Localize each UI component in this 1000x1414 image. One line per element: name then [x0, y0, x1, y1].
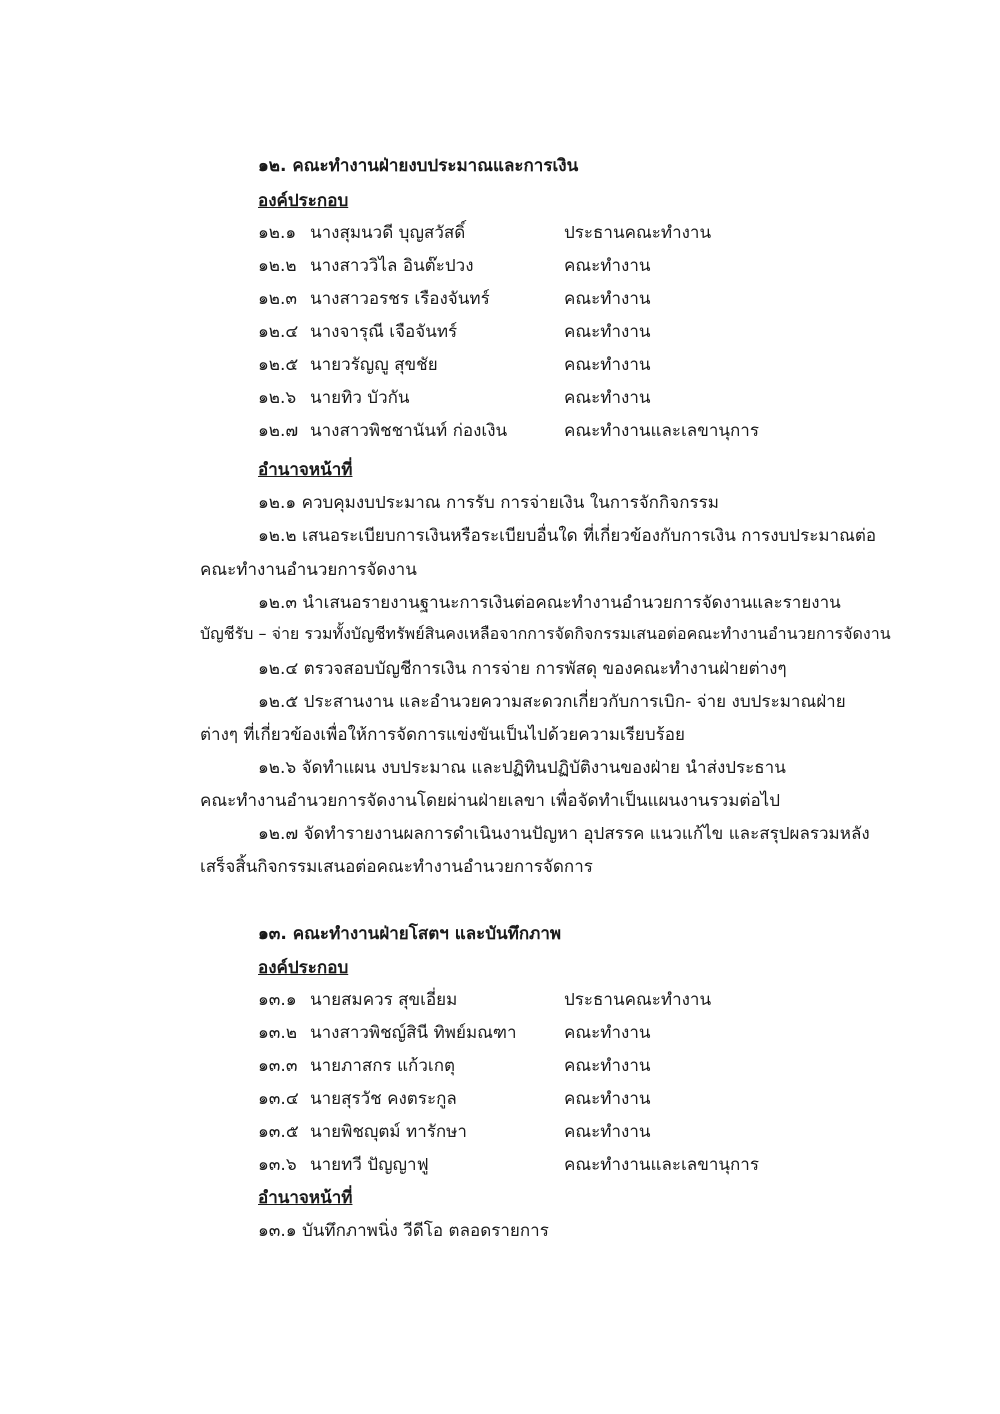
duty-line: เสร็จสิ้นกิจกรรมเสนอต่อคณะทำงานอำนวยการจัดการ	[200, 857, 593, 877]
member-role: คณะทำงานและเลขานุการ	[564, 1155, 759, 1175]
duty-line: ๑๒.๑ ควบคุมงบประมาณ การรับ การจ่ายเงิน ในการจักกิจกรรม	[258, 493, 719, 513]
member-row	[258, 1151, 958, 1177]
member-role: คณะทำงาน	[564, 1056, 651, 1076]
member-row	[258, 1118, 958, 1144]
member-name: นายสมควร สุขเอี่ยม	[310, 990, 458, 1010]
member-row	[258, 1052, 958, 1078]
duty-line: คณะทำงานอำนวยการจัดงาน	[200, 560, 417, 580]
member-number: ๑๓.๓	[258, 1056, 298, 1076]
duty-line: ต่างๆ ที่เกี่ยวข้องเพื่อให้การจัดการแข่งขันเป็นไปด้วยความเรียบร้อย	[200, 725, 685, 745]
member-number: ๑๒.๖	[258, 388, 297, 408]
duty-line: คณะทำงานอำนวยการจัดงานโดยผ่านฝ่ายเลขา เพื่อจัดทำเป็นแผนงานรวมต่อไป	[200, 791, 781, 811]
section-13-heading: ๑๓. คณะทำงานฝ่ายโสตฯ และบันทึกภาพ	[258, 924, 562, 944]
member-number: ๑๒.๑	[258, 223, 297, 243]
duty-line: ๑๒.๔ ตรวจสอบบัญชีการเงิน การจ่าย การพัสดุ ของคณะทำงานฝ่ายต่างๆ	[258, 659, 787, 679]
member-role: ประธานคณะทำงาน	[564, 990, 712, 1010]
member-name: นายสุรวัช คงตระกูล	[310, 1089, 457, 1109]
member-name: นายทวี ปัญญาฟู	[310, 1155, 429, 1175]
member-row	[258, 318, 958, 344]
duty-line: ๑๓.๑ บันทึกภาพนิ่ง วีดีโอ ตลอดรายการ	[258, 1221, 549, 1241]
member-role: คณะทำงานและเลขานุการ	[564, 421, 759, 441]
member-number: ๑๒.๔	[258, 322, 299, 342]
member-row	[258, 417, 958, 443]
member-role: คณะทำงาน	[564, 1122, 651, 1142]
member-name: นายภาสกร แก้วเกตุ	[310, 1056, 456, 1076]
member-number: ๑๒.๕	[258, 355, 299, 375]
member-row	[258, 1085, 958, 1111]
member-number: ๑๒.๓	[258, 289, 298, 309]
duty-line: ๑๒.๕ ประสานงาน และอำนวยความสะดวกเกี่ยวกับการเบิก- จ่าย งบประมาณฝ่าย	[258, 692, 846, 712]
member-number: ๑๒.๒	[258, 256, 297, 276]
member-name: นางสาวพิชชานันท์ ก่องเงิน	[310, 421, 508, 441]
member-number: ๑๓.๔	[258, 1089, 299, 1109]
member-number: ๑๓.๕	[258, 1122, 299, 1142]
duty-line: บัญชีรับ – จ่าย รวมทั้งบัญชีทรัพย์สินคงเหลือจากการจัดกิจกรรมเสนอต่อคณะทำงานอำนวยการจัดงาน	[200, 624, 891, 643]
member-number: ๑๓.๒	[258, 1023, 298, 1043]
member-name: นายทิว บัวกัน	[310, 388, 410, 408]
member-name: นางจารุณี เจือจันทร์	[310, 322, 458, 342]
member-role: ประธานคณะทำงาน	[564, 223, 712, 243]
member-role: คณะทำงาน	[564, 1089, 651, 1109]
member-number: ๑๓.๖	[258, 1155, 297, 1175]
member-name: นางสาววิไล อินต๊ะปวง	[310, 256, 474, 276]
member-row	[258, 351, 958, 377]
member-name: นายพิชญุตม์ ทารักษา	[310, 1122, 467, 1142]
member-name: นางสาวพิชญ์สินี ทิพย์มณฑา	[310, 1023, 517, 1043]
member-name: นางสาวอรชร เรืองจันทร์	[310, 289, 490, 309]
section-13-duties-label: อำนาจหน้าที่	[258, 1188, 353, 1208]
duty-line: ๑๒.๓ นำเสนอรายงานฐานะการเงินต่อคณะทำงานอำนวยการจัดงานและรายงาน	[258, 593, 841, 613]
member-number: ๑๓.๑	[258, 990, 297, 1010]
section-12-composition-label: องค์ประกอบ	[258, 191, 349, 211]
duty-line: ๑๒.๖ จัดทำแผน งบประมาณ และปฏิทินปฏิบัติงานของฝ่าย นำส่งประธาน	[258, 758, 786, 778]
member-row	[258, 384, 958, 410]
section-13-composition-label: องค์ประกอบ	[258, 958, 349, 978]
section-12-duties-label: อำนาจหน้าที่	[258, 460, 353, 480]
member-name: นางสุมนวดี บุญสวัสดิ์	[310, 223, 466, 243]
member-role: คณะทำงาน	[564, 322, 651, 342]
member-row	[258, 986, 958, 1012]
member-name: นายวรัญญู สุขชัย	[310, 355, 438, 375]
member-row	[258, 1019, 958, 1045]
member-role: คณะทำงาน	[564, 355, 651, 375]
member-role: คณะทำงาน	[564, 388, 651, 408]
duty-line: ๑๒.๗ จัดทำรายงานผลการดำเนินงานปัญหา อุปสรรค แนวแก้ไข และสรุปผลรวมหลัง	[258, 824, 870, 844]
member-role: คณะทำงาน	[564, 289, 651, 309]
member-number: ๑๒.๗	[258, 421, 299, 441]
member-role: คณะทำงาน	[564, 1023, 651, 1043]
duty-line: ๑๒.๒ เสนอระเบียบการเงินหรือระเบียบอื่นใด ที่เกี่ยวข้องกับการเงิน การงบประมาณต่อ	[258, 526, 877, 546]
member-row	[258, 219, 958, 245]
member-row	[258, 252, 958, 278]
member-role: คณะทำงาน	[564, 256, 651, 276]
section-12-heading: ๑๒. คณะทำงานฝ่ายงบประมาณและการเงิน	[258, 156, 579, 176]
member-row	[258, 285, 958, 311]
